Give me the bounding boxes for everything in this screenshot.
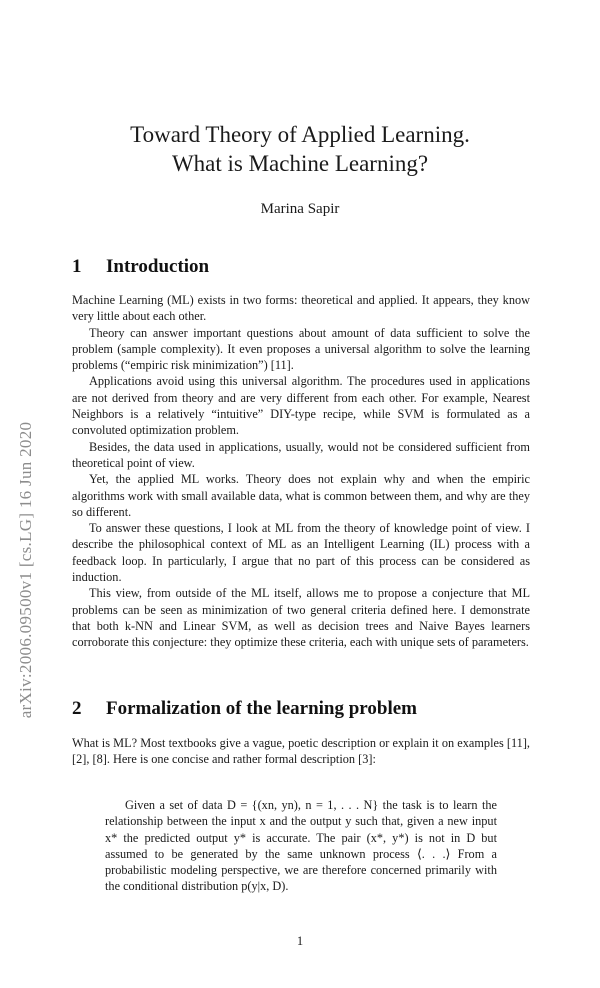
- paragraph: What is ML? Most textbooks give a vague, poetic description or explain it on examples [11], [2], [8]. Here is one concise and rather formal description [3]:: [72, 736, 530, 767]
- paragraph: Machine Learning (ML) exists in two forms: theoretical and applied. It appears, they know very little about each other.: [72, 293, 530, 324]
- section-1-title: Introduction: [106, 256, 210, 277]
- author-name: Marina Sapir: [260, 201, 340, 217]
- title-line-1: Toward Theory of Applied Learning.: [130, 122, 470, 147]
- title-line-2: What is Machine Learning?: [171, 151, 429, 176]
- arxiv-stamp: arXiv:2006.09500v1 [cs.LG] 16 Jun 2020: [16, 421, 35, 719]
- paragraph: To answer these questions, I look at ML from the theory of knowledge point of view. I describe the philosophical context of ML as an Intelligent Learning (IL) process with a feedback loop. In particularly, I argue that no part of this process can be considered as induction.: [72, 521, 530, 585]
- paper-title: [72, 120, 528, 178]
- paragraph: Applications avoid using this universal algorithm. The procedures used in applications are not derived from theory and are very different from each other. For example, Nearest Neighbors is a relatively “intuitive” DIY-type recipe, while SVM is formulated as a convoluted optimization problem.: [72, 374, 530, 438]
- page-number: 1: [296, 934, 304, 948]
- definition-quote: [105, 797, 497, 895]
- paragraph: Besides, the data used in applications, usually, would not be considered sufficient from theoretical point of view.: [72, 439, 530, 470]
- section-2-number: 2: [72, 698, 82, 719]
- paragraph: This view, from outside of the ML itself, allows me to propose a conjecture that ML problems can be seen as minimization of two general criteria defined here. I demonstrate that both k-NN and Linear SVM, as well as decision trees and Naive Bayes learners corroborate this conjecture: they optimize these criteria, each with unique sets of parameters.: [72, 586, 530, 650]
- section-2-body: [72, 735, 530, 768]
- section-2-heading: [72, 697, 532, 721]
- paragraph: Theory can answer important questions about amount of data sufficient to solve the problem (sample complexity). It even proposes a universal algorithm to solve the learning problems (“empiric risk minimization”) [11].: [72, 325, 530, 373]
- section-1-heading: [72, 255, 532, 279]
- section-1-body: [72, 292, 530, 651]
- paragraph: Yet, the applied ML works. Theory does not explain why and when the empiric algorithms work with small available data, what is common between them, and why are they so different.: [72, 472, 530, 519]
- section-1-number: 1: [72, 256, 82, 277]
- section-2-title: Formalization of the learning problem: [106, 698, 418, 719]
- quote-text: Given a set of data D = {(xn, yn), n = 1, . . . N} the task is to learn the relationship between the input x and the output y such that, given a new input x* the predicted output y* is accurate. The pair (x*, y*) is not in D but assumed to be generated by the same unknown process ⟨. . .⟩ From a probabilistic modeling perspective, we are therefore concerned primarily with the conditional distribution p(y|x, D).: [105, 798, 497, 894]
